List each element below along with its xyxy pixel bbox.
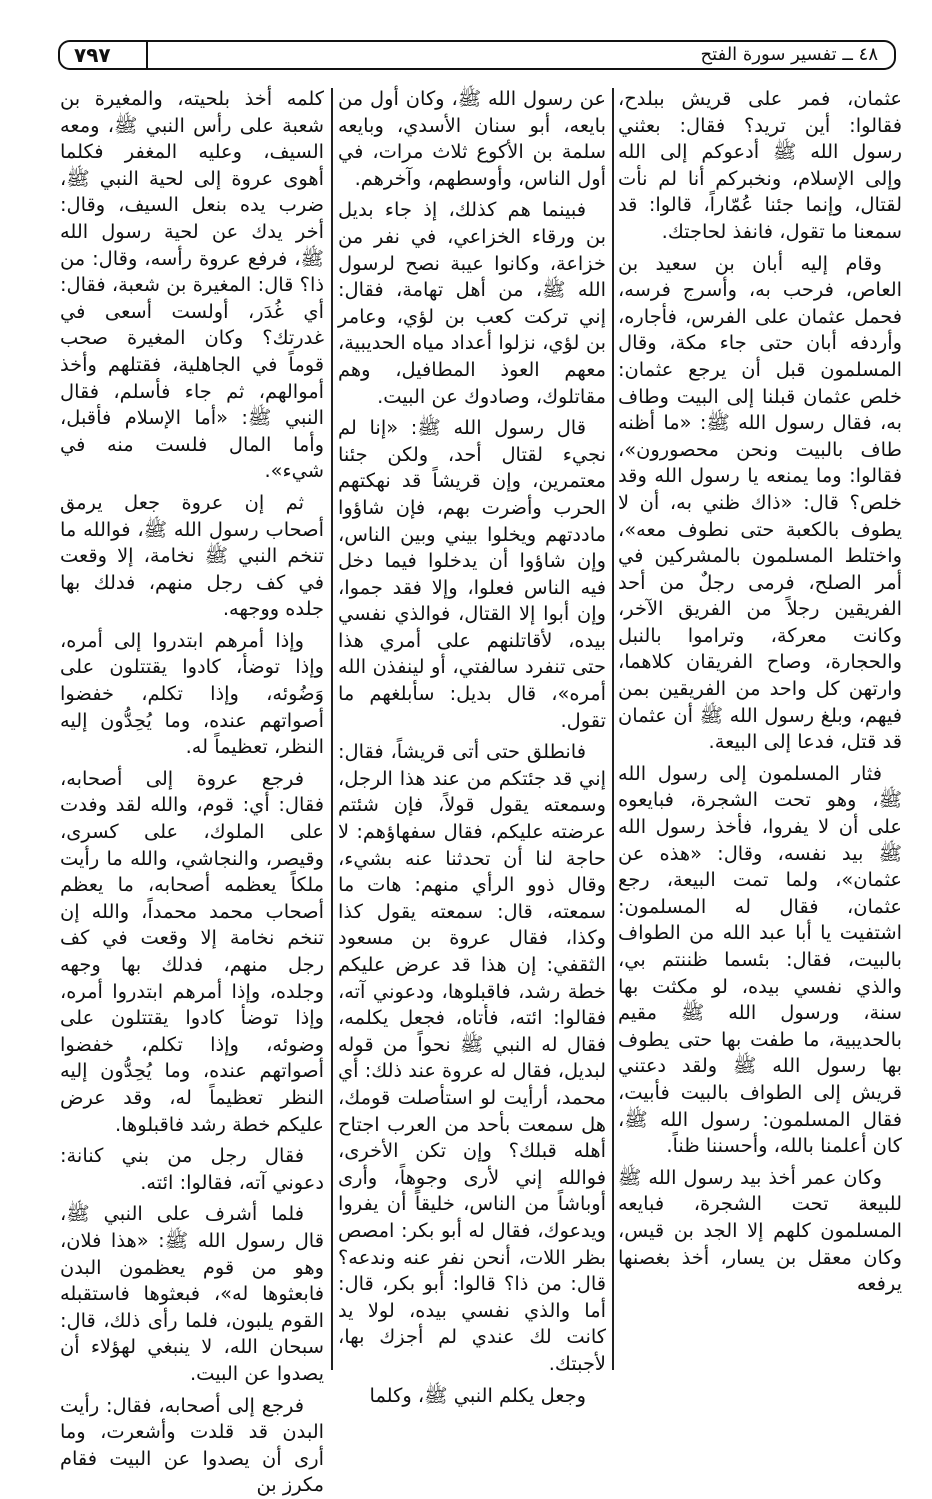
paragraph: وكان عمر أخذ بيد رسول الله ﷺ للبيعة تحت الشجرة، فبايعه المسلمون كلهم إلا الجد بن قيس، وكان معقل بن يسار، أخذ بغصنها يرفعه	[618, 1165, 902, 1296]
chapter-title: ٤٨ ــ تفسير سورة الفتح	[700, 44, 878, 65]
column-rule-right	[612, 88, 614, 1370]
paragraph: فقال رجل من بني كنانة: دعوني آته، فقالوا: ائته.	[60, 1144, 324, 1194]
paragraph: وقام إليه أبان بن سعيد بن العاص، فرحب به، وأسرج فرسه، فحمل عثمان على الفرس، فأجاره، وأردفه أبان حتى جاء مكة، وقال المسلمون قبل أن يرجع عثمان: خلص عثمان قبلنا إلى البيت وطاف به، فقال رسول الله ﷺ: «ما أظنه طاف بالبيت ونحن محصورون»، فقالوا: وما يمنعه يا رسول الله وقد خلص؟ قال: «ذاك ظني به، أن لا يطوف بالكعبة حتى نطوف معه»، واختلط المسلمون بالمشركين في أمر الصلح، فرمى رجلٌ من أحد الفريقين رجلاً من الفريق الآخر، وكانت معركة، وتراموا بالنبل والحجارة، وصاح الفريقان كلاهما، وارتهن كل واحد من الفريقين بمن فيهم، وبلغ رسول الله ﷺ أن عثمان قد قتل، فدعا إلى البيعة.	[618, 251, 902, 754]
paragraph: فلما أشرف على النبي ﷺ، قال رسول الله ﷺ: «هذا فلان، وهو من قوم يعظمون البدن فابعثوها له»، فبعثوها فاستقبله القوم يلبون، فلما رأى ذلك، قال: سبحان الله، لا ينبغي لهؤلاء أن يصدوا عن البيت.	[60, 1202, 324, 1385]
column-rule-left	[331, 88, 333, 1370]
paragraph: فانطلق حتى أتى قريشاً، فقال: إني قد جئتكم من عند هذا الرجل، وسمعته يقول قولاً، فإن شئتم عرضته عليكم، فقال سفهاؤهم: لا حاجة لنا أن تحدثنا عنه بشيء، وقال ذوو الرأي منهم: هات ما سمعته، قال: سمعته يقول كذا وكذا، فقال عروة بن مسعود الثقفي: إن هذا قد عرض عليكم خطة رشد، فاقبلوها، ودعوني آته، فقالوا: ائته، فأتاه، فجعل يكلمه، فقال له النبي ﷺ نحواً من قوله لبديل، فقال له عروة عند ذلك: أي محمد، أرأيت لو استأصلت قومك، هل سمعت بأحد من العرب اجتاح أهله قبلك؟ وإن تكن الأخرى، فوالله إني لأرى وجوهاً، وأرى أوباشاً من الناس، خليقاً أن يفروا ويدعوك، فقال له أبو بكر: امصص بظر اللات، أنحن نفر عنه وندعه؟ قال: من ذا؟ قالوا: أبو بكر، قال: أما والذي نفسي بيده، لولا يد كانت لك عندي لم أجزك بها، لأجبتك.	[337, 740, 606, 1375]
page-number: ٧٩٧	[74, 43, 111, 67]
paragraph: كلمه أخذ بلحيته، والمغيرة بن شعبة على رأس النبي ﷺ، ومعه السيف، وعليه المغفر فكلما أهوى عروة إلى لحية النبي ﷺ، ضرب يده بنعل السيف، وقال: أخر يدك عن لحية رسول الله ﷺ، فرفع عروة رأسه، وقال: من ذا؟ قال: المغيرة بن شعبة، فقال: أي غُدَر، أولست أسعى في غدرتك؟ وكان المغيرة صحب قوماً في الجاهلية، فقتلهم وأخذ أموالهم، ثم جاء فأسلم، فقال النبي ﷺ: «أما الإسلام فأقبل، وأما المال فلست منه في شيء».	[60, 87, 324, 483]
header-divider	[146, 40, 148, 70]
paragraph: فبينما هم كذلك، إذ جاء بديل بن ورقاء الخزاعي، في نفر من خزاعة، وكانوا عيبة نصح لرسول الله ﷺ، من أهل تهامة، فقال: إني تركت كعب بن لؤي، وعامر بن لؤي، نزلوا أعداد مياه الحديبية، معهم العوذ المطافيل، وهم مقاتلوك، وصادوك عن البيت.	[338, 198, 606, 408]
running-header	[58, 40, 896, 70]
paragraph: عثمان، فمر على قريش ببلدح، فقالوا: أين تريد؟ فقال: بعثني رسول الله ﷺ أدعوكم إلى الله وإلى الإسلام، ونخبركم أنا لم نأت لقتال، وإنما جئنا عُمّاراً، قالوا: قد سمعنا ما تقول، فانفذ لحاجتك.	[618, 87, 902, 243]
paragraph: قال رسول الله ﷺ: «إنا لم نجيء لقتال أحد، ولكن جئنا معتمرين، وإن قريشاً قد نهكتهم الحرب وأضرت بهم، فإن شاؤوا ماددتهم ويخلوا بيني وبين الناس، وإن شاؤوا أن يدخلوا فيما دخل فيه الناس فعلوا، وإلا فقد جموا، وإن أبوا إلا القتال، فوالذي نفسي بيده، لأقاتلنهم على أمري هذا حتى تنفرد سالفتي، أو لينفذن الله أمره»، قال بديل: سأبلغهم ما تقول.	[338, 416, 606, 732]
paragraph: وجعل يكلم النبي ﷺ، وكلما	[369, 1383, 586, 1407]
paragraph: ثم إن عروة جعل يرمق أصحاب رسول الله ﷺ، فوالله ما تنخم النبي ﷺ نخامة، إلا وقعت في كف رجل منهم، فدلك بها جلده ووجهه.	[60, 490, 324, 621]
paragraph: فثار المسلمون إلى رسول الله ﷺ، وهو تحت الشجرة، فبايعوه على أن لا يفروا، فأخذ رسول الله ﷺ بيد نفسه، وقال: «هذه عن عثمان»، ولما تمت البيعة، رجع عثمان، فقال له المسلمون: اشتفيت يا أبا عبد الله من الطواف بالبيت، فقال: بئسما ظننتم بي، والذي نفسي بيده، لو مكثت بها سنة، ورسول الله ﷺ مقيم بالحديبية، ما طفت بها حتى يطوف بها رسول الله ﷺ ولقد دعتني قريش إلى الطواف بالبيت فأبيت، فقال المسلمون: رسول الله ﷺ، كان أعلمنا بالله، وأحسننا ظناً.	[618, 761, 902, 1158]
text-column-left	[60, 86, 324, 1497]
paragraph: فرجع عروة إلى أصحابه، فقال: أي: قوم، والله لقد وفدت على الملوك، على كسرى، وقيصر، والنجاشي، والله ما رأيت ملكاً يعظمه أصحابه، ما يعظم أصحاب محمد محمداً، والله إن تنخم نخامة إلا وقعت في كف رجل منهم، فدلك بها وجهه وجلده، وإذا أمرهم ابتدروا أمره، وإذا توضأ كادوا يقتتلون على وضوئه، وإذا تكلم، خفضوا أصواتهم عنده، وما يُحِدُّون إليه النظر تعظيماً له، وقد عرض عليكم خطة رشد فاقبلوها.	[60, 766, 324, 1136]
text-column-right	[618, 86, 902, 1366]
paragraph: عن رسول الله ﷺ، وكان أول من بايعه، أبو سنان الأسدي، وبايعه سلمة بن الأكوع ثلاث مرات، في أول الناس، وأوسطهم، وآخرهم.	[338, 87, 606, 190]
text-column-middle	[337, 86, 606, 1407]
paragraph: وإذا أمرهم ابتدروا إلى أمره، وإذا توضأ، كادوا يقتتلون على وَضُوئه، وإذا تكلم، خفضوا أصواتهم عنده، وما يُحِدُّون إليه النظر، تعظيماً له.	[60, 628, 324, 759]
paragraph: فرجع إلى أصحابه، فقال: رأيت البدن قد قلدت وأشعرت، وما أرى أن يصدوا عن البيت فقام مكرز بن	[60, 1393, 324, 1497]
